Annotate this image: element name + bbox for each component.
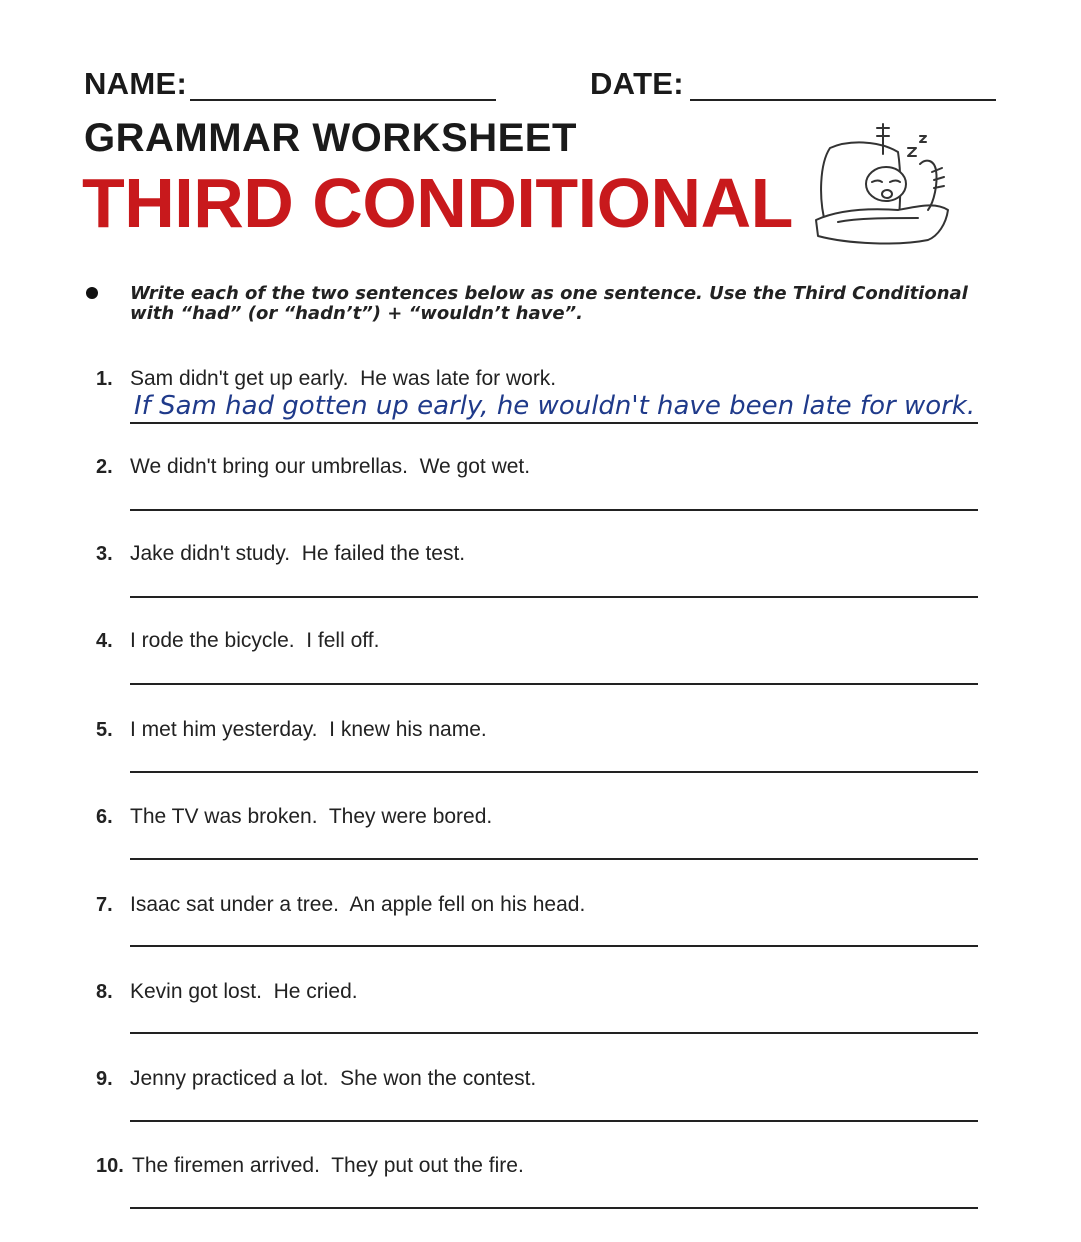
- question-number: 9.: [96, 1068, 113, 1090]
- question-number: 1.: [96, 368, 113, 390]
- answer-line[interactable]: [130, 858, 978, 860]
- answer-line[interactable]: [130, 1207, 978, 1209]
- answer-line[interactable]: [130, 1032, 978, 1034]
- instructions: [130, 284, 990, 324]
- answer-line[interactable]: [130, 771, 978, 773]
- question-text: Isaac sat under a tree. An apple fell on his head.: [130, 893, 586, 916]
- question-number: 6.: [96, 806, 113, 828]
- question-number: 10.: [96, 1155, 124, 1177]
- instruction-bullet: [86, 287, 98, 299]
- question-number: 5.: [96, 719, 113, 741]
- question-number: 8.: [96, 981, 113, 1003]
- name-field[interactable]: [190, 99, 496, 101]
- answer-line[interactable]: [130, 1120, 978, 1122]
- question-number: 3.: [96, 543, 113, 565]
- worksheet-subtitle: GRAMMAR WORKSHEET: [84, 116, 577, 160]
- question-number: 2.: [96, 456, 113, 478]
- name-label: NAME:: [84, 66, 188, 101]
- question-text: The TV was broken. They were bored.: [130, 805, 493, 828]
- question-text: Jenny practiced a lot. She won the contest.: [130, 1067, 537, 1090]
- instructions-line-2: with “had” (or “hadn’t”) + “wouldn’t have”.: [130, 303, 583, 324]
- question-text: Kevin got lost. He cried.: [130, 980, 358, 1003]
- sample-answer: If Sam had gotten up early, he wouldn't have been late for work.: [134, 391, 976, 421]
- worksheet-title: THIRD CONDITIONAL: [82, 164, 793, 242]
- instructions-line-1: Write each of the two sentences below as one sentence. Use the Third Conditional: [130, 283, 968, 304]
- question-text: Jake didn't study. He failed the test.: [130, 542, 466, 565]
- answer-line[interactable]: [130, 422, 978, 424]
- date-field[interactable]: [690, 99, 996, 101]
- question-text: We didn't bring our umbrellas. We got wet.: [130, 455, 531, 478]
- date-label: DATE:: [590, 66, 684, 101]
- answer-line[interactable]: [130, 683, 978, 685]
- sleeping-person-in-bed-illustration: [808, 118, 958, 256]
- answer-line[interactable]: [130, 945, 978, 947]
- question-text: The firemen arrived. They put out the fire.: [132, 1154, 524, 1177]
- question-number: 4.: [96, 630, 113, 652]
- question-number: 7.: [96, 894, 113, 916]
- answer-line[interactable]: [130, 596, 978, 598]
- question-text: I met him yesterday. I knew his name.: [130, 718, 487, 741]
- answer-line[interactable]: [130, 509, 978, 511]
- question-text: I rode the bicycle. I fell off.: [130, 629, 380, 652]
- question-text: Sam didn't get up early. He was late for work.: [130, 367, 557, 390]
